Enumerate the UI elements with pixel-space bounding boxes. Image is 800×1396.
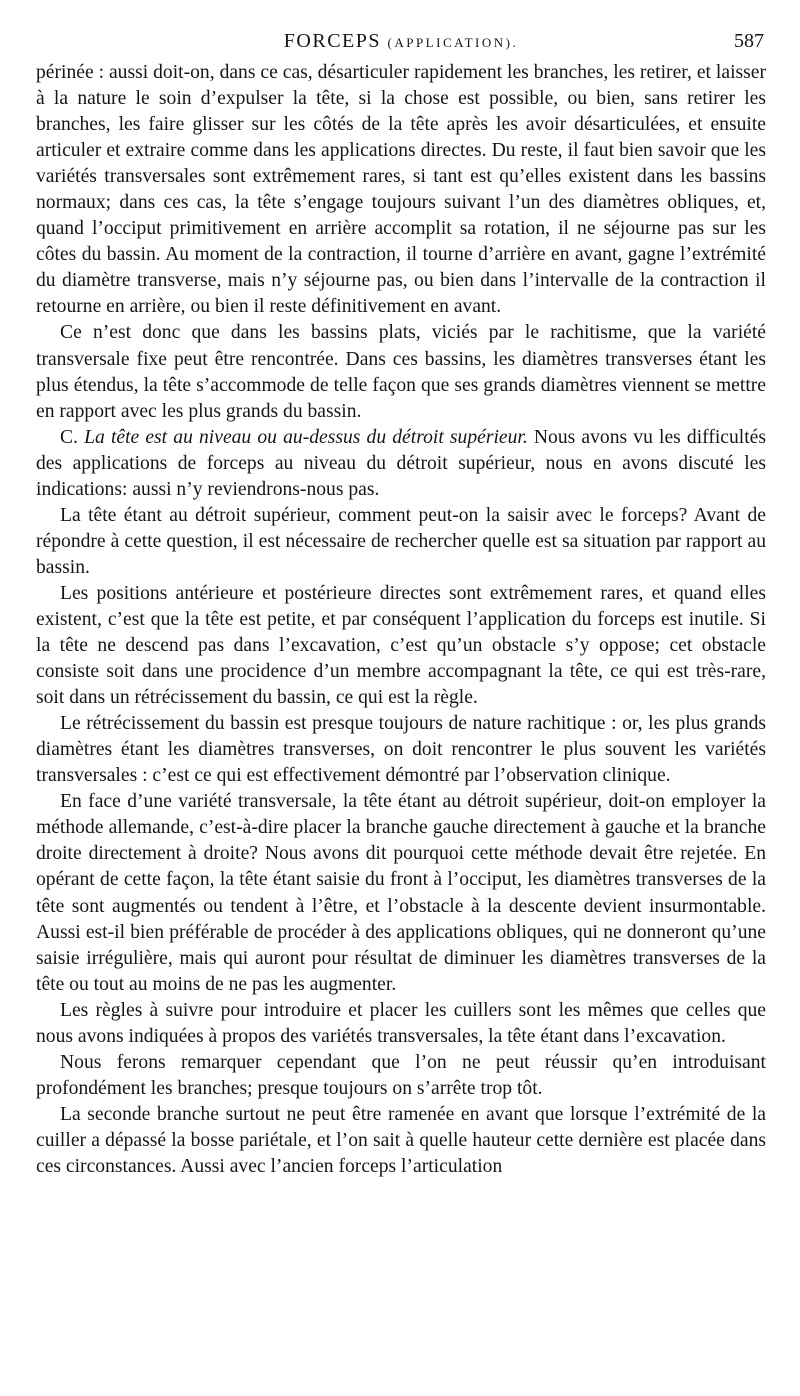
section-c-paragraph [36, 425, 766, 503]
book-page [36, 0, 766, 1396]
running-title-subtitle: (APPLICATION). [387, 35, 519, 50]
body-text [36, 60, 766, 1181]
section-c-text: Nous avons vu les difficultés des applications de forceps au niveau du détroit supérieur, nous en avons discuté les indications: aussi n’y reviendrons-nous pas. [36, 426, 766, 500]
paragraph-10: La seconde branche surtout ne peut être ramenée en avant que lorsque l’extrémité de la cuiller a dépassé la bosse pariétale, et l’on sait à quelle hauteur cette dernière est placée dans ces circonstances. Aussi avec l’ancien forceps l’articulation [36, 1103, 766, 1178]
paragraph-9: Nous ferons remarquer cependant que l’on ne peut réussir qu’en introduisant profondément les branches; presque toujours on s’arrête trop tôt. [36, 1051, 766, 1099]
running-title-main: FORCEPS [283, 30, 381, 52]
running-header [36, 30, 766, 58]
paragraph-8: Les règles à suivre pour introduire et placer les cuillers sont les mêmes que celles que nous avons indiquées à propos des variétés transversales, la tête étant dans l’excavation. [36, 999, 766, 1047]
section-label: C. [60, 426, 78, 448]
section-heading: La tête est au niveau ou au-dessus du détroit supérieur. [84, 426, 528, 448]
paragraph-2: Ce n’est donc que dans les bassins plats, viciés par le rachitisme, que la variété transversale fixe peut être rencontrée. Dans ces bassins, les diamètres transverses étant les plus étendus, la tête s’accommode de telle façon que ses grands diamètres viennent se mettre en rapport avec les plus grands du bassin. [36, 322, 766, 422]
paragraph-5: Les positions antérieure et postérieure directes sont extrêmement rares, et quand elles existent, c’est que la tête est petite, et par conséquent l’application du forceps est inutile. Si la tête ne descend pas dans l’excavation, c’est qu’un obstacle s’y oppose; cet obstacle consiste soit dans une procidence d’un membre accompagnant la tête, ce qui est très-rare, soit dans un rétrécissement du bassin, ce qui est la règle. [36, 582, 766, 709]
paragraph-7: En face d’une variété transversale, la tête étant au détroit supérieur, doit-on employer la méthode allemande, c’est-à-dire placer la branche gauche directement à gauche et la branche droite directement à droite? Nous avons dit pourquoi cette méthode devait être rejetée. En opérant de cette façon, la tête étant saisie du front à l’occiput, les diamètres transverses de la tête sont augmentés ou tendent à l’être, et l’obstacle à la descente devient insurmontable. Aussi est-il bien préférable de procéder à des applications obliques, qui ne donneront qu’une saisie irrégulière, mais qui auront pour résultat de diminuer les diamètres transverses de la tête ou tout au moins de ne pas les augmenter. [36, 791, 766, 995]
page-number: 587 [734, 30, 764, 52]
running-title [36, 30, 766, 53]
paragraph-1: périnée : aussi doit-on, dans ce cas, désarticuler rapidement les branches, les retirer, et laisser à la nature le soin d’expulser la tête, si la chose est possible, ou bien, sans retirer les branches, les faire glisser sur les côtés de la tête après les avoir désarticulées, et ensuite articuler et extraire comme dans les applications directes. Du reste, il faut bien savoir que les variétés transversales sont extrêmement rares, si tant est qu’elles existent dans les bassins normaux; dans ces cas, la tête s’engage toujours suivant l’un des diamètres obliques, et, quand l’occiput primitivement en arrière accomplit sa rotation, il ne séjourne pas sur les côtes du bassin. Au moment de la contraction, il tourne d’arrière en avant, gagne l’extrémité du diamètre transverse, mais n’y séjourne pas, ou bien dans l’intervalle de la contraction il retourne en arrière, ou bien il reste définitivement en avant. [36, 62, 766, 318]
paragraph-4: La tête étant au détroit supérieur, comment peut-on la saisir avec le forceps? Avant de répondre à cette question, il est nécessaire de rechercher quelle est sa situation par rapport au bassin. [36, 504, 766, 578]
paragraph-6: Le rétrécissement du bassin est presque toujours de nature rachitique : or, les plus grands diamètres étant les diamètres transverses, on doit rencontrer le plus souvent les variétés transversales : c’est ce qui est effectivement démontré par l’observation clinique. [36, 713, 766, 787]
